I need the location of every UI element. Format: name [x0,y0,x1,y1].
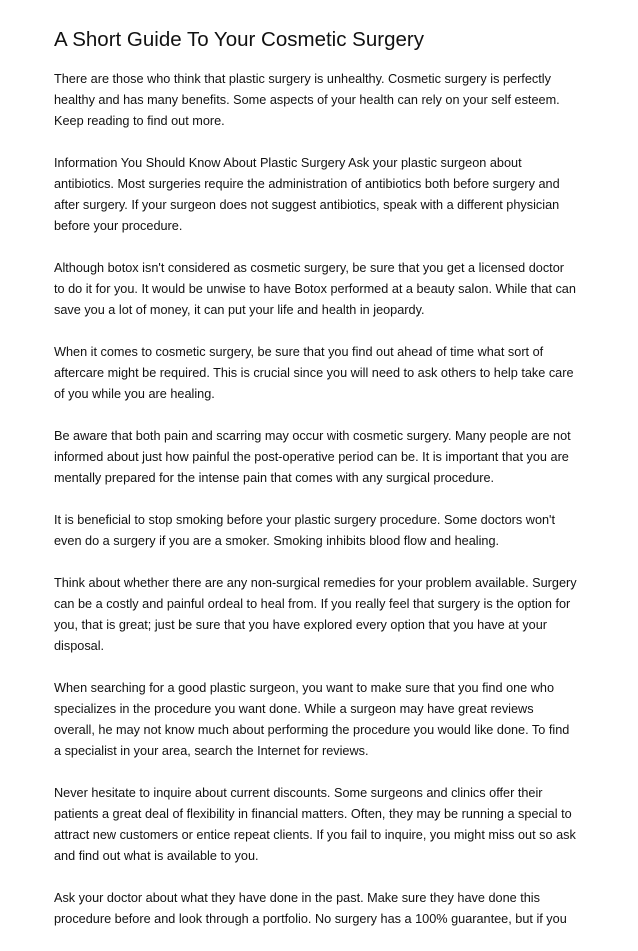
text-line: a specialist in your area, search the Internet for reviews. [54,744,369,758]
text-line: to do it for you. It would be unwise to have Botox performed at a beauty salon. While that can [54,282,576,296]
document-title: A Short Guide To Your Cosmetic Surgery [54,28,424,51]
text-line: It is beneficial to stop smoking before your plastic surgery procedure. Some doctors won't [54,513,556,527]
text-line: disposal. [54,639,105,653]
text-line: procedure before and look through a portfolio. No surgery has a 100% guarantee, but if you [54,912,567,926]
text-line: When it comes to cosmetic surgery, be sure that you find out ahead of time what sort of [54,345,544,359]
text-line: you, that is great; just be sure that you have explored every option that you have at your [54,618,547,632]
paragraph-2 [54,153,590,237]
text-line: Be aware that both pain and scarring may occur with cosmetic surgery. Many people are not [54,429,571,443]
paragraph-4 [54,342,590,405]
text-line: aftercare might be required. This is crucial since you will need to ask others to help take care [54,366,574,380]
text-line: of you while you are healing. [54,387,215,401]
text-line: informed about just how painful the post-operative period can be. It is important that you are [54,450,569,464]
text-line: and find out what is available to you. [54,849,259,863]
text-line: Think about whether there are any non-surgical remedies for your problem available. Surgery [54,576,577,590]
paragraph-3 [54,258,590,321]
paragraph-8 [54,678,590,762]
text-line: There are those who think that plastic surgery is unhealthy. Cosmetic surgery is perfectly [54,72,551,86]
text-line: overall, he may not know much about performing the procedure you would like done. To find [54,723,570,737]
paragraph-10 [54,888,590,930]
text-line: can be a costly and painful ordeal to heal from. If you really feel that surgery is the option for [54,597,571,611]
text-line: even do a surgery if you are a smoker. Smoking inhibits blood flow and healing. [54,534,500,548]
text-line: antibiotics. Most surgeries require the administration of antibiotics both before surgery and [54,177,560,191]
paragraph-1 [54,69,590,132]
text-line: before your procedure. [54,219,183,233]
text-line: When searching for a good plastic surgeon, you want to make sure that you find one who [54,681,555,695]
text-line: Keep reading to find out more. [54,114,225,128]
text-line: Information You Should Know About Plastic Surgery Ask your plastic surgeon about [54,156,522,170]
paragraph-7 [54,573,590,657]
text-line: specializes in the procedure you want done. While a surgeon may have great reviews [54,702,534,716]
text-line: healthy and has many benefits. Some aspects of your health can rely on your self esteem. [54,93,560,107]
text-line: after surgery. If your surgeon does not suggest antibiotics, speak with a different physician [54,198,560,212]
document-page [54,26,590,951]
text-line: Although botox isn't considered as cosmetic surgery, be sure that you get a licensed doctor [54,261,564,275]
text-line: Ask your doctor about what they have done in the past. Make sure they have done this [54,891,540,905]
text-line: save you a lot of money, it can put your life and health in jeopardy. [54,303,425,317]
text-line: mentally prepared for the intense pain that comes with any surgical procedure. [54,471,495,485]
text-line: patients a great deal of flexibility in financial matters. Often, they may be running a special to [54,807,572,821]
paragraph-9 [54,783,590,867]
paragraph-6 [54,510,590,552]
text-line: attract new customers or entice repeat clients. If you fail to inquire, you might miss out so ask [54,828,576,842]
paragraph-5 [54,426,590,489]
text-line: Never hesitate to inquire about current discounts. Some surgeons and clinics offer their [54,786,543,800]
